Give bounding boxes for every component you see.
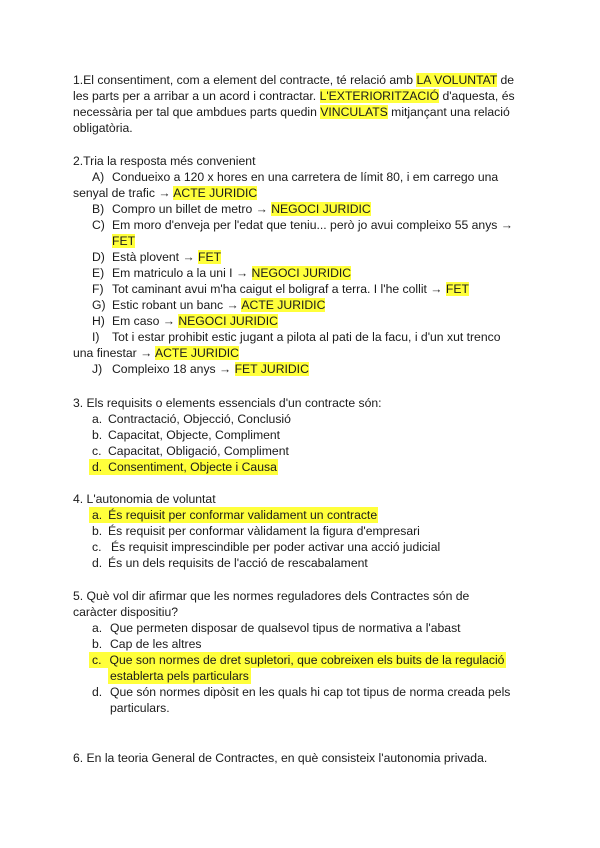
q3-title: 3. Els requisits o elements essencials d'un contracte són: [73, 396, 382, 410]
q4-title: 4. L'autonomia de voluntat [73, 492, 216, 506]
q4-option-text: És un dels requisits de l'acció de rescabalament [108, 556, 368, 570]
answer-highlight: FET [445, 282, 469, 296]
q2-option-text: senyal de trafic → ACTE JURIDIC [73, 186, 258, 200]
q2-option-label: B) [92, 202, 105, 216]
q3-option-text: Capacitat, Objecte, Compliment [108, 428, 281, 442]
q3-option-label: c. [92, 444, 102, 458]
q2-option-label: H) [92, 314, 105, 328]
q2-title: 2.Tria la resposta més convenient [73, 154, 256, 168]
highlight-la-voluntat: LA VOLUNTAT [416, 73, 498, 87]
q2-option-label: J) [92, 362, 103, 376]
q5-option-text: Cap de les altres [110, 637, 202, 651]
answer-highlight: ACTE JURIDIC [154, 346, 239, 360]
q2-option-label: G) [92, 298, 106, 312]
q1-line-3: necessària per tal que ambdues parts quedin VINCULATS mitjançant una relació [73, 105, 510, 119]
answer-highlight: ACTE JURIDIC [241, 298, 326, 312]
q1-line-4: obligatòria. [73, 121, 133, 135]
q4-option-text: És requisit imprescindible per poder activar una acció judicial [111, 540, 441, 554]
q3-option-text: Capacitat, Obligació, Compliment [108, 444, 289, 458]
answer-highlight: ACTE JURIDIC [173, 186, 258, 200]
q4-correct-answer: a. És requisit per conformar validament un contracte [89, 507, 378, 523]
q5-title-cont: caràcter dispositiu? [73, 605, 178, 619]
q5-option-label: b. [92, 637, 103, 651]
q2-option-text: Em moro d'enveja per l'edat que teniu... però jo avui compleixo 55 anys → [112, 218, 513, 232]
q2-option-text: Em caso → NEGOCI JURIDIC [112, 314, 278, 328]
q2-option-label: I) [92, 330, 100, 344]
q2-option-text [112, 233, 135, 249]
answer-highlight: FET JURIDIC [234, 362, 309, 376]
q5-option-label: a. [92, 621, 103, 635]
q2-option-label: A) [92, 170, 105, 184]
answer-highlight: FET [112, 234, 136, 248]
q3-correct-answer: d. Consentiment, Objecte i Causa [89, 459, 278, 475]
highlight-vinculats: VINCULATS [320, 105, 388, 119]
q2-option-text: Estic robant un banc → ACTE JURIDIC [112, 298, 326, 312]
q5-option-label: d. [92, 685, 103, 699]
q2-option-label: D) [92, 250, 105, 264]
answer-highlight: NEGOCI JURIDIC [178, 314, 278, 328]
q4-option-text: És requisit per conformar vàlidament la figura d'empresari [108, 524, 420, 538]
q2-option-text: Em matriculo a la uni I → NEGOCI JURIDIC [112, 266, 352, 280]
q3-option-label: b. [92, 428, 103, 442]
q2-option-text: Està plovent → FET [112, 250, 222, 264]
q4-option-label: c. [92, 540, 102, 554]
highlight-exterioritzacio: L'EXTERIORITZACIÓ [319, 89, 440, 103]
q2-option-text: Tot i estar prohibit estic jugant a pilota al pati de la facu, i d'un xut trenco [112, 330, 501, 344]
q5-title: 5. Què vol dir afirmar que les normes reguladores dels Contractes són de [73, 589, 470, 603]
q3-option-text: Contractació, Objecció, Conclusió [108, 412, 291, 426]
q2-option-label: C) [92, 218, 105, 232]
q5-option-text: Que són normes dipòsit en les quals hi cap tot tipus de norma creada pels [110, 685, 511, 699]
q4-option-label: b. [92, 524, 103, 538]
q5-option-text: particulars. [110, 701, 170, 715]
answer-highlight: NEGOCI JURIDIC [271, 202, 371, 216]
answer-highlight: NEGOCI JURIDIC [251, 266, 352, 280]
q2-option-label: E) [92, 266, 105, 280]
q2-option-text: Tot caminant avui m'ha caigut el boligraf a terra. I l'he collit → FET [112, 282, 469, 296]
q1-line-2: les parts per a arribar a un acord i contractar. L'EXTERIORITZACIÓ d'aquesta, és [73, 89, 515, 103]
q2-option-label: F) [92, 282, 104, 296]
q6-title: 6. En la teoria General de Contractes, en què consisteix l'autonomia privada. [73, 751, 488, 765]
q2-option-text: Compro un billet de metro → NEGOCI JURIDIC [112, 202, 371, 216]
q5-correct-answer: c. Que son normes de dret supletori, que cobreixen els buits de la regulació [89, 652, 506, 668]
q2-option-text: una finestar → ACTE JURIDIC [73, 346, 239, 360]
q4-option-label: d. [92, 556, 103, 570]
q5-option-text: Que permeten disposar de qualsevol tipus de normativa a l'abast [110, 621, 461, 635]
q5-correct-answer-cont: establerta pels particulars [110, 669, 249, 683]
q3-option-label: a. [92, 412, 103, 426]
q2-option-text: Condueixo a 120 x hores en una carretera de límit 80, i em carrego una [112, 170, 499, 184]
answer-highlight: FET [198, 250, 222, 264]
q2-option-text: Compleixo 18 anys → FET JURIDIC [112, 362, 309, 376]
q1-line-1: 1.El consentiment, com a element del contracte, té relació amb LA VOLUNTAT de [73, 73, 515, 87]
